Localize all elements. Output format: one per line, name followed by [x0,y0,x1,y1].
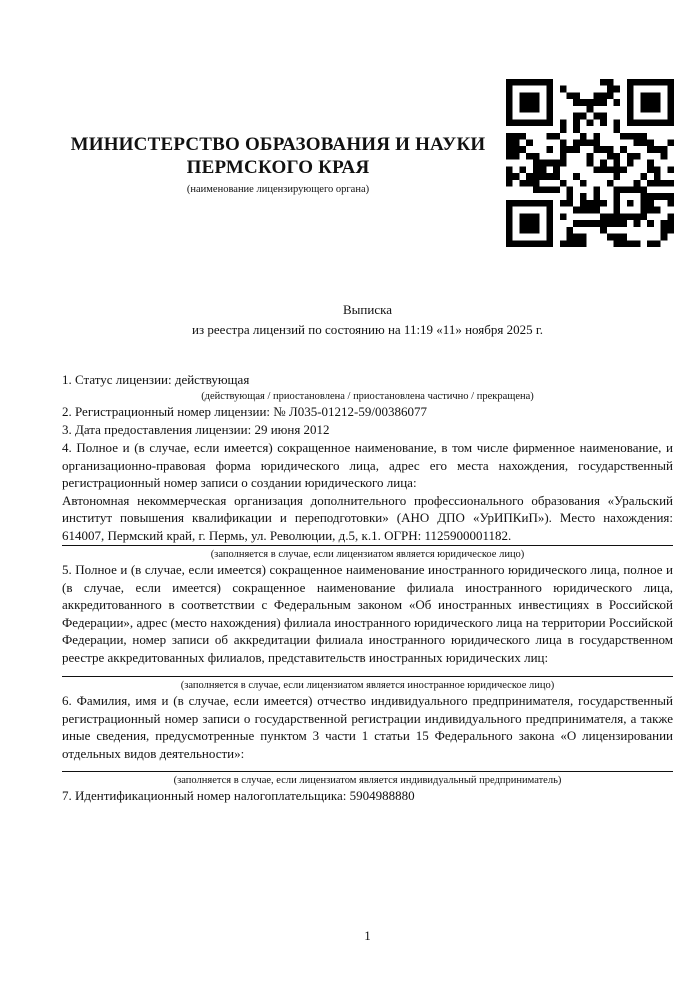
item-5-foreign-entity-text: 5. Полное и (в случае, если имеется) сокращенное наименование иностранного юридического лица, полное и (в случае, если имеется) сокращенное наименование филиала иностранного юридического лица, аккредитованного в соответствии с Федеральным законом «Об иностранных инвестициях в Российской Федерации», адрес (место нахождения) филиала иностранного юридического лица на территории Российской Федерации, номер записи об аккредитации филиала иностранного юридического лица в государственном реестре аккредитованных филиалов, представительств иностранных юридических лиц: [62,562,673,665]
ministry-caption: (наименование лицензирующего органа) [186,184,370,195]
item-7-taxpayer-id: 7. Идентификационный номер налогоплательщика: 5904988880 [62,788,415,803]
item-4-legal-entity-text: 4. Полное и (в случае, если имеется) сокращенное наименование, в том числе фирменное наименование, и организационно-правовая форма юридического лица, адрес его места нахождения, государственный регистрационный номер записи о создании юридического лица: [62,440,673,490]
licensing-authority-header [62,133,494,196]
document-title-block [62,300,673,340]
item-4-legal-entity-value: Автономная некоммерческая организация дополнительного профессионального образования «Уральский институт повышения квалификации и переподготовки» (АНО ДПО «УрИПКиП»). Место нахождения: 614007, Пермский край, г. Пермь, ул. Революции, д.5, к.1. ОГРН: 1125900001182. [62,492,673,543]
fill-in-line-legal-entity [62,545,673,546]
item-5-caption: (заполняется в случае, если лицензиатом является иностранное юридическое лицо) [180,680,555,691]
ministry-name-line1: МИНИСТЕРСТВО ОБРАЗОВАНИЯ И НАУКИ [70,134,486,155]
item-4-caption: (заполняется в случае, если лицензиатом является юридическое лицо) [210,549,525,560]
item-2-reg-number: 2. Регистрационный номер лицензии: № Л035-01212-59/00386077 [62,404,428,419]
page-number: 1 [364,928,371,943]
fill-in-line-entrepreneur [62,771,673,772]
document-title: Выписка [343,302,392,317]
qr-code [506,79,674,247]
qr-code-image [506,79,674,247]
item-6-caption: (заполняется в случае, если лицензиатом является индивидуальный предприниматель) [173,775,562,786]
document-subtitle: из реестра лицензий по состоянию на 11:19 «11» ноября 2025 г. [192,322,543,337]
item-1-status: 1. Статус лицензии: действующая [62,372,250,387]
item-6-entrepreneur-text: 6. Фамилия, имя и (в случае, если имеется) отчество индивидуального предпринимателя, государственный регистрационный номер записи о государственной регистрации индивидуального предпринимателя, а также иные сведения, предусмотренные пунктом 3 части 1 статьи 15 Федерального закона «О лицензировании отдельных видов деятельности»: [62,693,673,761]
document-body [62,371,673,805]
fill-in-line-foreign-entity [62,676,673,677]
ministry-name-line2: ПЕРМСКОГО КРАЯ [186,157,370,178]
item-3-grant-date: 3. Дата предоставления лицензии: 29 июня 2012 [62,422,330,437]
item-1-caption: (действующая / приостановлена / приостановлена частично / прекращена) [201,391,534,402]
